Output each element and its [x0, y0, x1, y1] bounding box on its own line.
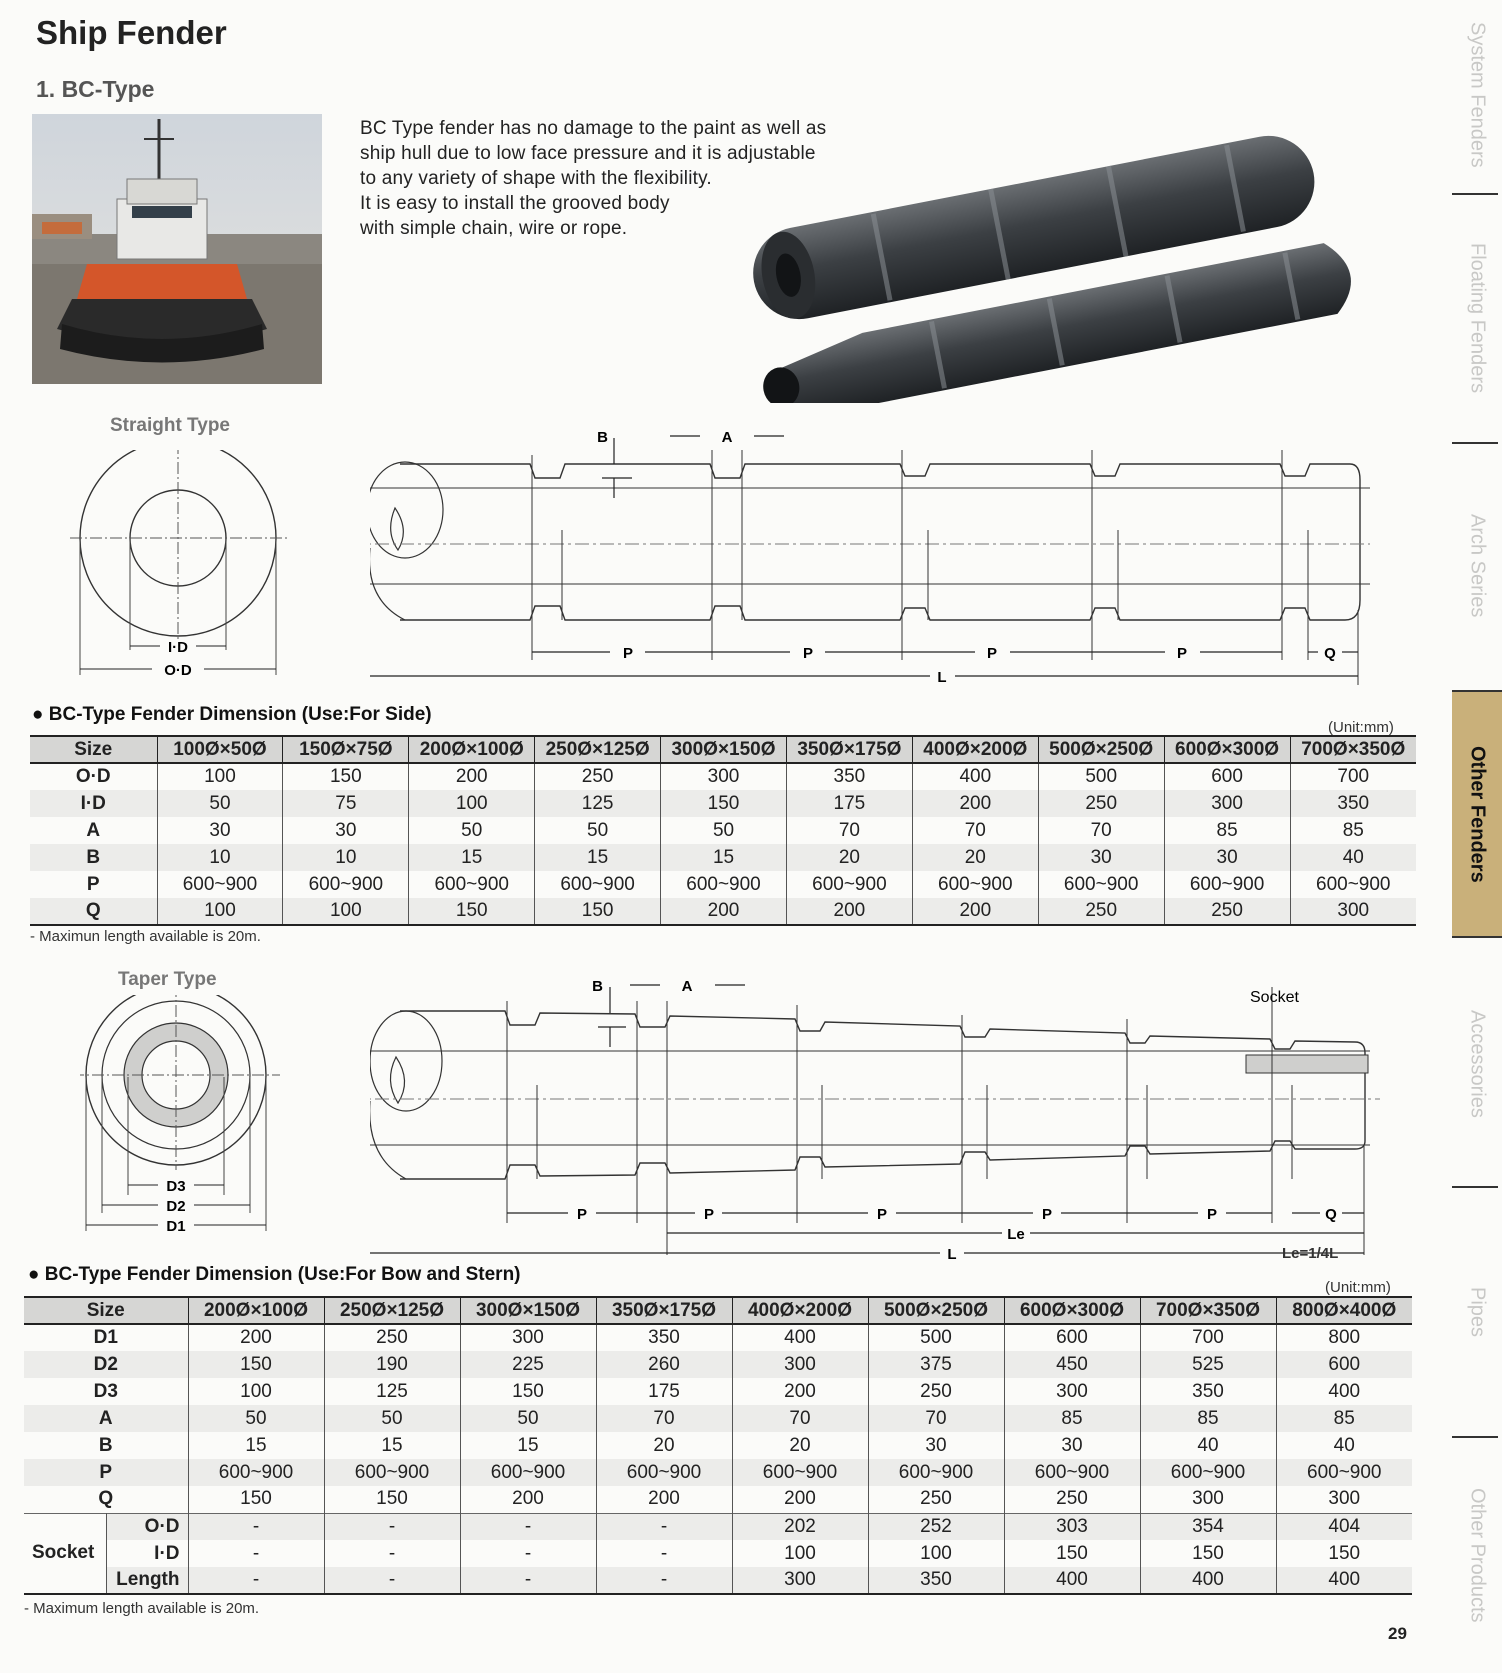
table-cell: 600~900 [324, 1459, 460, 1486]
table-row [30, 898, 1416, 925]
table-cell: 50 [661, 817, 787, 844]
table-cell: 400 [1004, 1567, 1140, 1594]
row-label: I·D [80, 792, 106, 814]
table-cell: 600~900 [732, 1459, 868, 1486]
table-cell: - [324, 1540, 460, 1567]
table-cell: 500 [868, 1324, 1004, 1351]
table-cell: 250 [324, 1324, 460, 1351]
column-header: 500Ø×250Ø [868, 1297, 1004, 1324]
table-cell: 70 [732, 1405, 868, 1432]
p-dimension-label: P [876, 1206, 888, 1223]
table1-title: ● BC-Type Fender Dimension (Use:For Side) [32, 704, 432, 725]
row-label: O·D [75, 766, 111, 787]
p-dimension-label: P [576, 1206, 588, 1223]
table-cell: 20 [786, 844, 912, 871]
column-header: 350Ø×175Ø [786, 736, 912, 763]
table-cell: 150 [1276, 1540, 1412, 1567]
table-cell: - [324, 1567, 460, 1594]
side-nav-item-pipes[interactable] [1452, 1190, 1502, 1434]
table-cell: 600~900 [1038, 871, 1164, 898]
table-cell: 100 [868, 1540, 1004, 1567]
table-cell: 500 [1038, 763, 1164, 790]
table-cell: 375 [868, 1351, 1004, 1378]
straight-type-label: Straight Type [110, 415, 230, 436]
table-cell: 202 [732, 1513, 868, 1540]
le-note: Le=1/4L [1282, 1245, 1339, 1262]
table-cell: 150 [1140, 1540, 1276, 1567]
p-dimension-label: P [986, 645, 998, 662]
column-header: 700Ø×350Ø [1290, 736, 1416, 763]
side-dimension-table [30, 735, 1416, 926]
l-dimension-label: L [937, 669, 947, 686]
column-header: 150Ø×75Ø [283, 736, 409, 763]
column-header: 300Ø×150Ø [460, 1297, 596, 1324]
intro-line: with simple chain, wire or rope. [360, 218, 628, 239]
side-nav-divider [1452, 1436, 1498, 1438]
side-nav-label: Other Products [1466, 1487, 1489, 1623]
table-cell: 70 [1038, 817, 1164, 844]
table-cell: 600 [1004, 1324, 1140, 1351]
table-cell: - [188, 1567, 324, 1594]
table-cell: 200 [912, 790, 1038, 817]
tugboat-photo [32, 114, 322, 384]
table-cell: 150 [535, 898, 661, 925]
table-row [30, 871, 1416, 898]
table-cell: 600~900 [1004, 1459, 1140, 1486]
table-cell: 100 [157, 763, 283, 790]
column-header: 100Ø×50Ø [157, 736, 283, 763]
table-cell: 400 [1276, 1567, 1412, 1594]
table-cell: 150 [460, 1378, 596, 1405]
table-cell: - [596, 1513, 732, 1540]
table-cell: 20 [596, 1432, 732, 1459]
table-cell: 70 [786, 817, 912, 844]
p-dimension-label: P [703, 1206, 715, 1223]
table-row [24, 1486, 1412, 1513]
side-nav-label: System Fenders [1466, 22, 1489, 168]
table-cell: 260 [596, 1351, 732, 1378]
intro-line: ship hull due to low face pressure and it is adjustable [360, 143, 816, 164]
intro-line: It is easy to install the grooved body [360, 193, 670, 214]
table-cell: 600~900 [1140, 1459, 1276, 1486]
table-cell: 600~900 [1276, 1459, 1412, 1486]
table-cell: 175 [786, 790, 912, 817]
table-cell: 100 [732, 1540, 868, 1567]
table-cell: 70 [912, 817, 1038, 844]
column-header: 350Ø×175Ø [596, 1297, 732, 1324]
table-row [24, 1351, 1412, 1378]
socket-row [24, 1540, 1412, 1567]
table-cell: 250 [535, 763, 661, 790]
side-nav-label: Other Fenders [1466, 745, 1489, 883]
fender-product-image [735, 118, 1375, 403]
table2-unit: (Unit:mm) [1325, 1279, 1391, 1296]
table2-note: - Maximum length available is 20m. [24, 1600, 260, 1617]
table-cell: 700 [1140, 1324, 1276, 1351]
table-cell: 350 [786, 763, 912, 790]
row-label: A [98, 1407, 113, 1429]
table-cell: 200 [409, 763, 535, 790]
column-header: 400Ø×200Ø [732, 1297, 868, 1324]
column-header: 500Ø×250Ø [1038, 736, 1164, 763]
table-cell: 350 [596, 1324, 732, 1351]
table-cell: 300 [1276, 1486, 1412, 1513]
table-cell: 303 [1004, 1513, 1140, 1540]
table-cell: 30 [1164, 844, 1290, 871]
table-cell: 600~900 [157, 871, 283, 898]
table-cell: 50 [460, 1405, 596, 1432]
table-cell: 10 [157, 844, 283, 871]
d1-dimension-label: D1 [166, 1218, 186, 1235]
q-dimension-label: Q [1325, 1206, 1337, 1223]
table1-note: - Maximun length available is 20m. [30, 928, 261, 945]
table-cell: 600~900 [786, 871, 912, 898]
table-cell: 100 [409, 790, 535, 817]
column-header: 600Ø×300Ø [1164, 736, 1290, 763]
socket-row-label: Length [106, 1567, 188, 1594]
table2-title: ● BC-Type Fender Dimension (Use:For Bow and Stern) [28, 1264, 521, 1285]
q-dimension-label: Q [1324, 645, 1336, 662]
table-cell: - [596, 1567, 732, 1594]
table-cell: 300 [732, 1351, 868, 1378]
table-cell: 300 [661, 763, 787, 790]
table-cell: 200 [732, 1486, 868, 1513]
table-row [24, 1432, 1412, 1459]
a-dimension-label: A [681, 978, 693, 995]
table-cell: - [324, 1513, 460, 1540]
table-cell: 600 [1164, 763, 1290, 790]
table-cell: 600~900 [1164, 871, 1290, 898]
table-cell: 600~900 [1290, 871, 1416, 898]
socket-row-label: I·D [106, 1540, 188, 1567]
table-cell: 85 [1140, 1405, 1276, 1432]
bow-stern-dimension-table [24, 1296, 1412, 1595]
table-cell: 800 [1276, 1324, 1412, 1351]
intro-line: to any variety of shape with the flexibility. [360, 168, 712, 189]
table-cell: 600~900 [661, 871, 787, 898]
column-header: 400Ø×200Ø [912, 736, 1038, 763]
table-row [24, 1378, 1412, 1405]
table-cell: 150 [661, 790, 787, 817]
column-header: 800Ø×400Ø [1276, 1297, 1412, 1324]
table-cell: 15 [324, 1432, 460, 1459]
page-title: Ship Fender [36, 14, 227, 51]
table-cell: 100 [157, 898, 283, 925]
table-cell: 50 [324, 1405, 460, 1432]
table-cell: 250 [1038, 790, 1164, 817]
table-cell: 85 [1164, 817, 1290, 844]
table-cell: 150 [188, 1351, 324, 1378]
side-nav-label: Floating Fenders [1466, 242, 1489, 394]
table-cell: 85 [1290, 817, 1416, 844]
table-cell: 200 [661, 898, 787, 925]
table-cell: 525 [1140, 1351, 1276, 1378]
side-nav-divider [1452, 193, 1498, 195]
table-cell: 175 [596, 1378, 732, 1405]
table-cell: 200 [460, 1486, 596, 1513]
table-header-row [30, 736, 1416, 763]
table-cell: 50 [188, 1405, 324, 1432]
size-column-header: Size [30, 736, 157, 763]
table-cell: 125 [535, 790, 661, 817]
table-cell: 40 [1290, 844, 1416, 871]
side-nav-divider [1452, 1186, 1498, 1188]
p-dimension-label: P [1041, 1206, 1053, 1223]
column-header: 200Ø×100Ø [409, 736, 535, 763]
table1-unit: (Unit:mm) [1328, 719, 1394, 736]
table-cell: 200 [912, 898, 1038, 925]
table-header-row [24, 1297, 1412, 1324]
table-cell: 250 [1164, 898, 1290, 925]
table-cell: 225 [460, 1351, 596, 1378]
table-cell: 600~900 [188, 1459, 324, 1486]
table-row [30, 790, 1416, 817]
table-cell: 200 [596, 1486, 732, 1513]
table-cell: 70 [596, 1405, 732, 1432]
table-cell: 150 [188, 1486, 324, 1513]
table-cell: 250 [1004, 1486, 1140, 1513]
side-navigation [1452, 0, 1502, 1673]
table-cell: 450 [1004, 1351, 1140, 1378]
p-dimension-label: P [1176, 645, 1188, 662]
table-cell: 150 [1004, 1540, 1140, 1567]
table-cell: 20 [912, 844, 1038, 871]
table-cell: 350 [868, 1567, 1004, 1594]
side-nav-label: Accessories [1466, 1010, 1489, 1118]
row-label: A [86, 819, 101, 841]
table-cell: 350 [1290, 790, 1416, 817]
table-cell: 250 [1038, 898, 1164, 925]
row-label: P [86, 873, 100, 895]
table-cell: 100 [188, 1378, 324, 1405]
socket-row [24, 1513, 1412, 1540]
side-nav-item-floating-fenders[interactable] [1452, 196, 1502, 440]
column-header: 300Ø×150Ø [661, 736, 787, 763]
table-cell: 400 [732, 1324, 868, 1351]
table-cell: 150 [409, 898, 535, 925]
table-cell: 50 [409, 817, 535, 844]
table-cell: 600~900 [460, 1459, 596, 1486]
table-cell: 100 [283, 898, 409, 925]
column-header: 250Ø×125Ø [324, 1297, 460, 1324]
table-cell: 250 [868, 1486, 1004, 1513]
table-cell: 30 [1038, 844, 1164, 871]
table-cell: 50 [535, 817, 661, 844]
table-cell: - [596, 1540, 732, 1567]
table-cell: 300 [732, 1567, 868, 1594]
table-cell: 600~900 [596, 1459, 732, 1486]
table-cell: 400 [1276, 1378, 1412, 1405]
socket-row [24, 1567, 1412, 1594]
table-cell: - [460, 1513, 596, 1540]
table-cell: 600~900 [912, 871, 1038, 898]
section-title: 1. BC-Type [36, 76, 155, 102]
side-nav-item-system-fenders[interactable] [1452, 0, 1502, 190]
table-row [30, 844, 1416, 871]
socket-label: Socket [1250, 989, 1299, 1006]
size-column-header: Size [24, 1297, 188, 1324]
table-cell: 300 [1140, 1486, 1276, 1513]
table-cell: - [188, 1513, 324, 1540]
table-cell: 10 [283, 844, 409, 871]
table-cell: 85 [1276, 1405, 1412, 1432]
table-cell: 75 [283, 790, 409, 817]
socket-row-label: O·D [106, 1513, 188, 1540]
table-cell: 600 [1276, 1351, 1412, 1378]
table-row [24, 1459, 1412, 1486]
row-label: P [99, 1461, 113, 1483]
table-cell: 150 [283, 763, 409, 790]
row-label: D1 [93, 1327, 118, 1348]
table-cell: 200 [786, 898, 912, 925]
column-header: 600Ø×300Ø [1004, 1297, 1140, 1324]
side-nav-item-accessories[interactable] [1452, 944, 1502, 1184]
b-dimension-label: B [592, 978, 603, 995]
side-nav-item-other-fenders[interactable] [1452, 690, 1502, 938]
straight-side-view-diagram [370, 420, 1370, 690]
table-row [30, 817, 1416, 844]
table-cell: 300 [460, 1324, 596, 1351]
table-cell: 30 [157, 817, 283, 844]
l-dimension-label: L [947, 1246, 957, 1263]
table-cell: 30 [1004, 1432, 1140, 1459]
table-cell: 40 [1140, 1432, 1276, 1459]
column-header: 700Ø×350Ø [1140, 1297, 1276, 1324]
side-nav-item-other-products[interactable] [1452, 1440, 1502, 1670]
table-cell: 300 [1004, 1378, 1140, 1405]
od-dimension-label: O·D [164, 662, 192, 679]
table-cell: 350 [1140, 1378, 1276, 1405]
column-header: 200Ø×100Ø [188, 1297, 324, 1324]
side-nav-label: Pipes [1466, 1286, 1489, 1338]
id-dimension-label: I·D [168, 639, 188, 656]
p-dimension-label: P [802, 645, 814, 662]
table-cell: 600~900 [535, 871, 661, 898]
table-cell: 252 [868, 1513, 1004, 1540]
page-number: 29 [1388, 1624, 1407, 1643]
row-label: B [98, 1434, 113, 1456]
table-cell: 190 [324, 1351, 460, 1378]
table-cell: 50 [157, 790, 283, 817]
side-nav-divider [1452, 442, 1498, 444]
table-cell: 15 [188, 1432, 324, 1459]
table-cell: 15 [460, 1432, 596, 1459]
p-dimension-label: P [622, 645, 634, 662]
p-dimension-label: P [1206, 1206, 1218, 1223]
table-cell: 15 [535, 844, 661, 871]
column-header: 250Ø×125Ø [535, 736, 661, 763]
table-cell: 400 [912, 763, 1038, 790]
table-cell: 600~900 [409, 871, 535, 898]
side-nav-item-arch-series[interactable] [1452, 446, 1502, 686]
row-label: Q [98, 1488, 114, 1510]
a-dimension-label: A [721, 429, 733, 446]
straight-cross-section-diagram [70, 450, 290, 680]
side-nav-label: Arch Series [1466, 514, 1489, 618]
table-cell: 15 [409, 844, 535, 871]
table-cell: 300 [1290, 898, 1416, 925]
table-cell: 20 [732, 1432, 868, 1459]
table-cell: - [460, 1567, 596, 1594]
table-cell: - [460, 1540, 596, 1567]
table-cell: 150 [324, 1486, 460, 1513]
row-label: Q [85, 900, 101, 921]
le-dimension-label: Le [1007, 1226, 1025, 1243]
d2-dimension-label: D2 [166, 1198, 186, 1215]
table-cell: - [188, 1540, 324, 1567]
intro-line: BC Type fender has no damage to the paint as well as [360, 118, 827, 139]
table-cell: 404 [1276, 1513, 1412, 1540]
table-cell: 300 [1164, 790, 1290, 817]
d3-dimension-label: D3 [166, 1178, 186, 1195]
table-cell: 70 [868, 1405, 1004, 1432]
table-cell: 30 [283, 817, 409, 844]
table-cell: 400 [1140, 1567, 1276, 1594]
taper-type-label: Taper Type [118, 969, 217, 990]
table-cell: 40 [1276, 1432, 1412, 1459]
table-cell: 600~900 [868, 1459, 1004, 1486]
table-cell: 200 [188, 1324, 324, 1351]
b-dimension-label: B [597, 429, 608, 446]
socket-group-label: Socket [24, 1513, 106, 1594]
table-cell: 85 [1004, 1405, 1140, 1432]
row-label: D3 [93, 1380, 118, 1402]
table-cell: 354 [1140, 1513, 1276, 1540]
table-cell: 125 [324, 1378, 460, 1405]
table-cell: 15 [661, 844, 787, 871]
table-row [24, 1405, 1412, 1432]
table-row [30, 763, 1416, 790]
row-label: D2 [93, 1353, 118, 1375]
table-cell: 600~900 [283, 871, 409, 898]
row-label: B [86, 846, 101, 868]
table-row [24, 1324, 1412, 1351]
taper-cross-section-diagram [80, 995, 300, 1235]
table-cell: 200 [732, 1378, 868, 1405]
table-cell: 700 [1290, 763, 1416, 790]
table-cell: 30 [868, 1432, 1004, 1459]
taper-side-view-diagram [370, 965, 1380, 1265]
table-cell: 250 [868, 1378, 1004, 1405]
